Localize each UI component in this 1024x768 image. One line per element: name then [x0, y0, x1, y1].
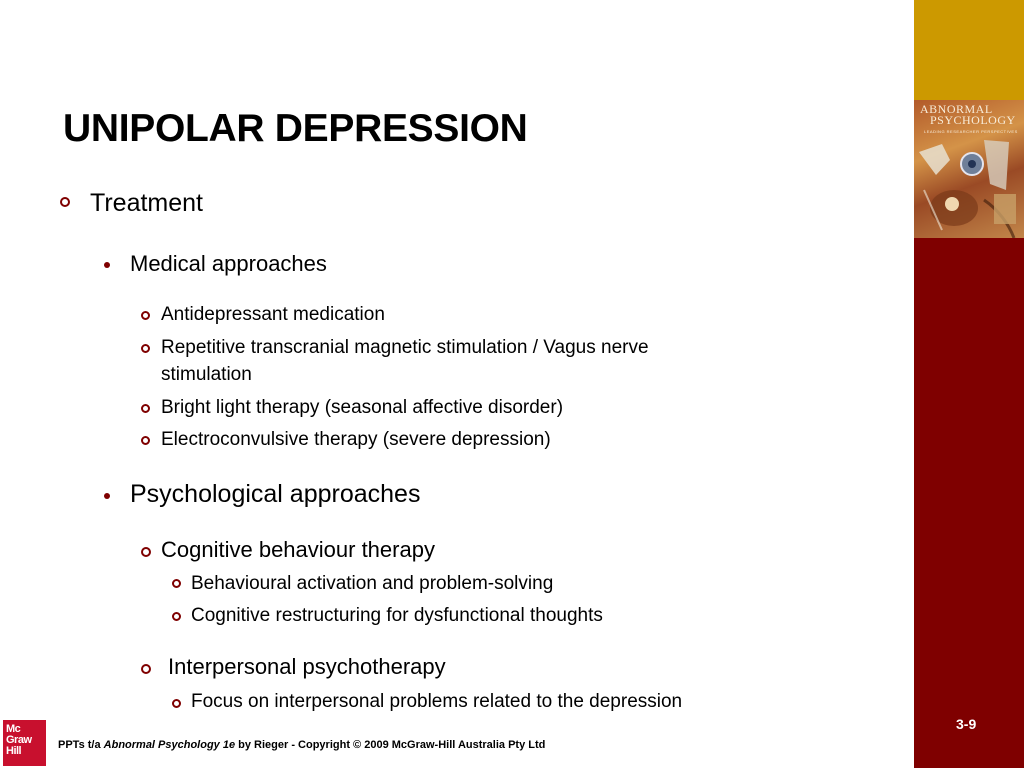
ipt-item-interpersonal-problems: Focus on interpersonal problems related to the depression: [191, 691, 683, 712]
logo-line-graw: Graw: [6, 734, 32, 746]
logo-line-mc: Mc: [6, 723, 21, 735]
footer-copyright: [58, 739, 545, 751]
book-cover-image: [914, 100, 1024, 238]
mcgraw-hill-logo: [3, 720, 46, 766]
ring-bullet-icon: [172, 612, 181, 621]
medical-item-rtms: Repetitive transcranial magnetic stimulation / Vagus nerve: [161, 337, 649, 358]
ring-bullet-icon: [141, 404, 150, 413]
dot-bullet-icon: [104, 493, 110, 499]
dot-bullet-icon: [104, 262, 110, 268]
page-number: 3-9: [956, 716, 977, 732]
ring-bullet-icon: [141, 547, 151, 557]
book-cover-title: [920, 104, 1024, 126]
footer-prefix: PPTs t/a: [58, 739, 104, 751]
ring-bullet-icon: [141, 436, 150, 445]
medical-approaches-heading: Medical approaches: [130, 251, 327, 276]
level1-treatment: Treatment: [90, 189, 204, 217]
footer-book-title: Abnormal Psychology 1e: [103, 739, 236, 751]
footer-suffix: by Rieger - Copyright © 2009 McGraw-Hill Australia Pty Ltd: [235, 739, 546, 751]
book-cover-art: [914, 130, 1024, 238]
cbt-heading: Cognitive behaviour therapy: [161, 537, 435, 562]
medical-item-rtms-continued: stimulation: [161, 364, 252, 385]
ring-bullet-icon: [141, 344, 150, 353]
sidebar-gold-band: [914, 0, 1024, 100]
medical-item-antidepressant: Antidepressant medication: [161, 304, 385, 325]
logo-line-hill: Hill: [6, 745, 22, 757]
cbt-item-behavioural-activation: Behavioural activation and problem-solving: [191, 573, 554, 594]
slide-title: UNIPOLAR DEPRESSION: [63, 107, 528, 150]
ring-bullet-icon: [141, 664, 151, 674]
right-sidebar: [914, 0, 1024, 768]
ring-bullet-icon: [172, 579, 181, 588]
ring-bullet-icon: [141, 311, 150, 320]
ring-bullet-icon: [172, 699, 181, 708]
cbt-item-cognitive-restructuring: Cognitive restructuring for dysfunctional thoughts: [191, 605, 603, 626]
medical-item-ect: Electroconvulsive therapy (severe depression): [161, 429, 551, 450]
ipt-heading: Interpersonal psychotherapy: [168, 654, 446, 679]
book-cover-subtitle: LEADING RESEARCHER PERSPECTIVES: [924, 129, 1018, 134]
book-title-line2: PSYCHOLOGY: [930, 113, 1016, 127]
medical-item-light-therapy: Bright light therapy (seasonal affective disorder): [161, 397, 564, 418]
ring-bullet-icon: [60, 197, 70, 207]
book-title-line1: ABNORMAL: [920, 102, 993, 116]
psychological-approaches-heading: Psychological approaches: [130, 480, 421, 508]
